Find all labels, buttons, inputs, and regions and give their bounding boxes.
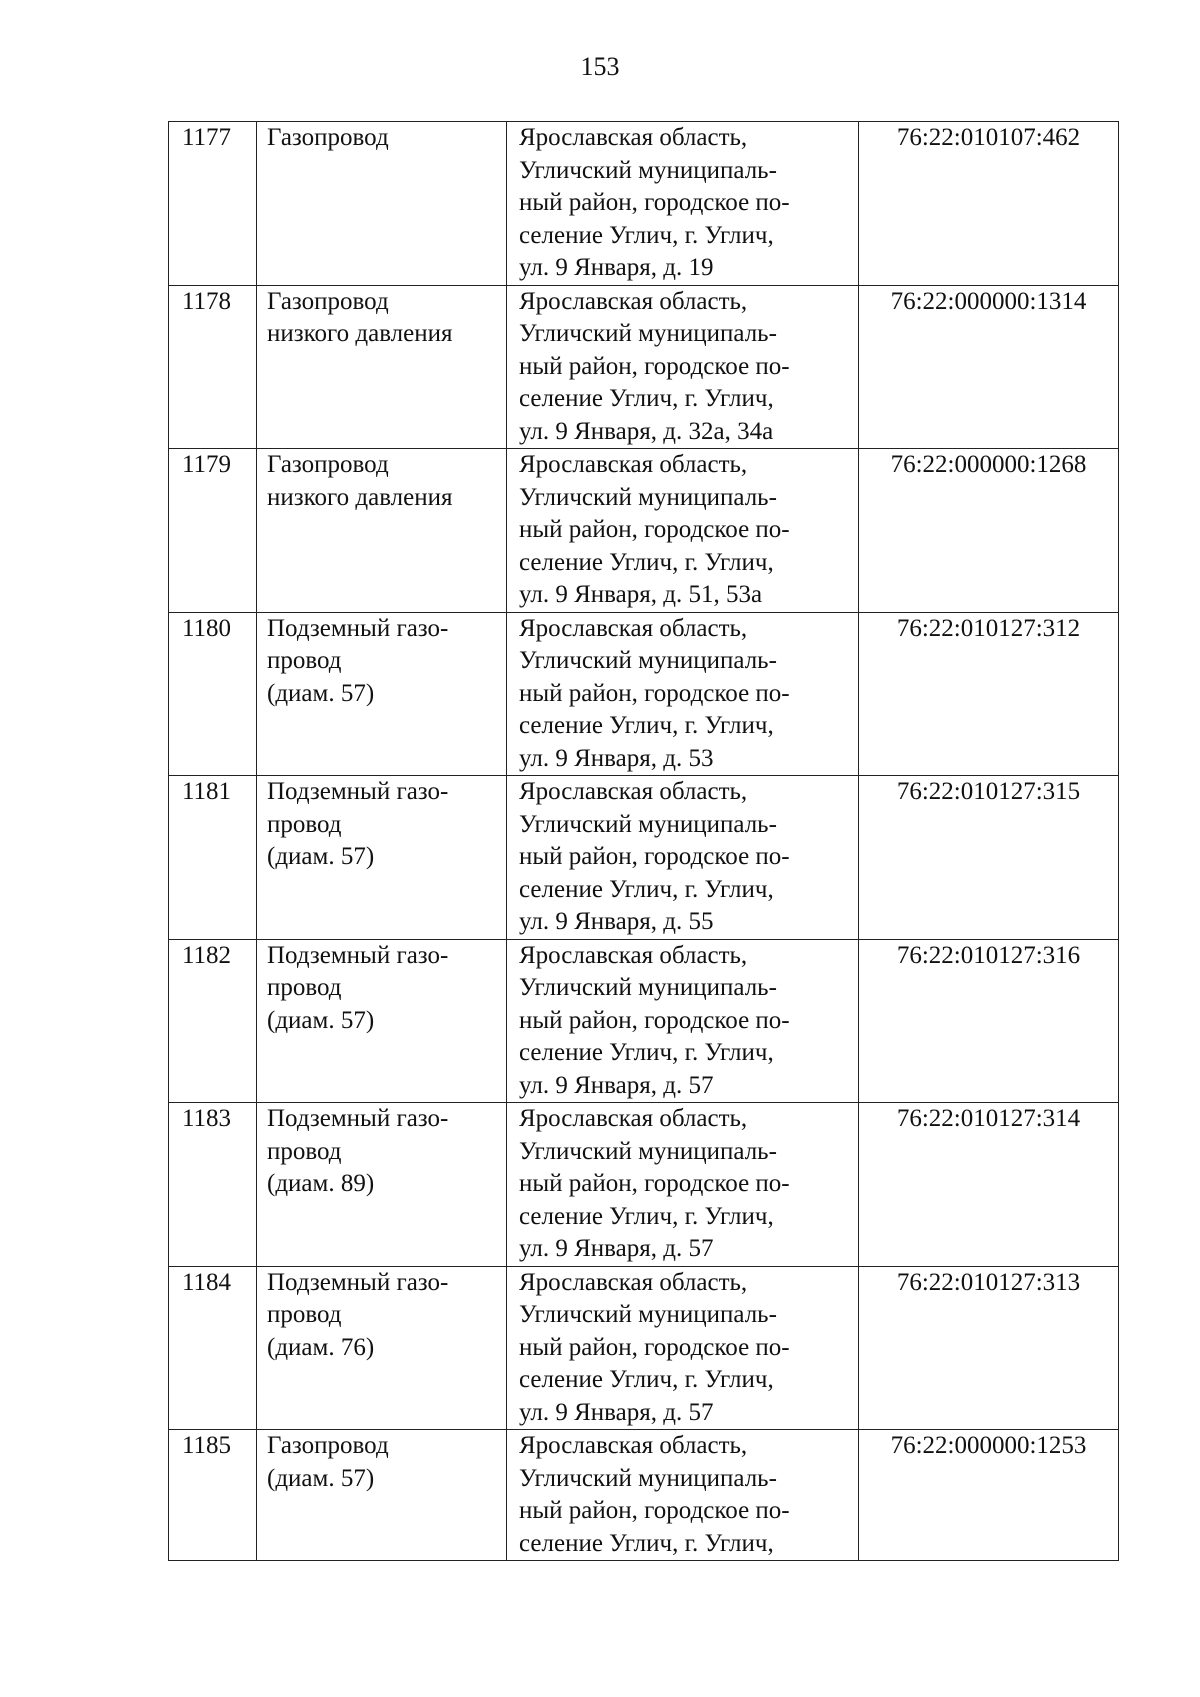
cadastral-number-cell: 76:22:010127:316 bbox=[859, 939, 1119, 1103]
cadastral-number-cell: 76:22:010127:314 bbox=[859, 1103, 1119, 1267]
object-name-line: Подземный газо- bbox=[267, 1105, 449, 1132]
address-cell bbox=[507, 939, 859, 1103]
object-name-line: (диам. 57) bbox=[267, 843, 375, 870]
row-number-cell: 1183 bbox=[169, 1103, 257, 1267]
object-name-line: (диам. 89) bbox=[267, 1170, 375, 1197]
page-number: 153 bbox=[580, 52, 620, 81]
cadastral-number-cell: 76:22:010107:462 bbox=[859, 122, 1119, 286]
address-line: селение Углич, г. Углич, bbox=[519, 221, 774, 249]
object-name-line: Подземный газо- bbox=[267, 941, 449, 969]
address-line: Ярославская область, bbox=[519, 1105, 748, 1132]
table-row bbox=[169, 1103, 1119, 1267]
address-line: ный район, городское по- bbox=[519, 843, 790, 870]
address-line: ный район, городское по- bbox=[519, 1170, 790, 1197]
table-row bbox=[169, 122, 1119, 286]
address-line: Ярославская область, bbox=[519, 287, 748, 315]
object-name-line: Подземный газо- bbox=[267, 778, 449, 805]
address-line: ный район, городское по- bbox=[519, 1497, 790, 1524]
registry-table bbox=[168, 121, 1119, 1561]
table-row bbox=[169, 612, 1119, 776]
address-line: селение Углич, г. Углич, bbox=[519, 1039, 774, 1066]
object-name-line: провод bbox=[267, 1301, 342, 1328]
object-name-line: Подземный газо- bbox=[267, 614, 449, 642]
address-line: ный район, городское по- bbox=[519, 352, 790, 380]
address-line: селение Углич, г. Углич, bbox=[519, 385, 774, 412]
cadastral-number-cell: 76:22:000000:1253 bbox=[859, 1430, 1119, 1561]
object-name-cell bbox=[257, 285, 507, 449]
address-line: Угличский муниципаль- bbox=[519, 974, 777, 1001]
address-line: ул. 9 Января, д. 53 bbox=[519, 744, 714, 772]
address-cell bbox=[507, 612, 859, 776]
address-line: Угличский муниципаль- bbox=[519, 483, 777, 511]
address-line: Угличский муниципаль- bbox=[519, 1301, 777, 1328]
address-line: ул. 9 Января, д. 57 bbox=[519, 1071, 714, 1099]
table-row bbox=[169, 1266, 1119, 1430]
address-line: ный район, городское по- bbox=[519, 1006, 790, 1034]
cadastral-number-cell: 76:22:000000:1314 bbox=[859, 285, 1119, 449]
address-cell bbox=[507, 449, 859, 613]
table-row bbox=[169, 449, 1119, 613]
table-row bbox=[169, 285, 1119, 449]
address-line: Ярославская область, bbox=[519, 614, 748, 642]
address-line: ный район, городское по- bbox=[519, 189, 790, 216]
row-number-cell: 1185 bbox=[169, 1430, 257, 1561]
cadastral-number-cell: 76:22:010127:315 bbox=[859, 776, 1119, 940]
object-name-line: провод bbox=[267, 1137, 342, 1165]
registry-table-body bbox=[169, 122, 1119, 1561]
address-line: Ярославская область, bbox=[519, 778, 748, 805]
address-line: ул. 9 Января, д. 19 bbox=[519, 254, 714, 281]
object-name-cell bbox=[257, 939, 507, 1103]
address-line: Угличский муниципаль- bbox=[519, 320, 777, 347]
object-name-cell bbox=[257, 776, 507, 940]
address-line: ул. 9 Января, д. 32а, 34а bbox=[519, 417, 774, 445]
object-name-line: провод bbox=[267, 974, 342, 1001]
row-number-cell: 1178 bbox=[169, 285, 257, 449]
row-number-cell: 1177 bbox=[169, 122, 257, 286]
address-cell bbox=[507, 122, 859, 286]
object-name-cell bbox=[257, 1430, 507, 1561]
object-name-line: Газопровод bbox=[267, 287, 389, 315]
address-line: Ярославская область, bbox=[519, 941, 748, 969]
object-name-line: (диам. 57) bbox=[267, 679, 375, 707]
address-line: Ярославская область, bbox=[519, 1432, 748, 1459]
address-line: селение Углич, г. Углич, bbox=[519, 1366, 774, 1393]
row-number-cell: 1180 bbox=[169, 612, 257, 776]
table-row bbox=[169, 776, 1119, 940]
address-line: селение Углич, г. Углич, bbox=[519, 1202, 774, 1230]
address-line: Угличский муниципаль- bbox=[519, 1137, 777, 1165]
object-name-line: Газопровод bbox=[267, 451, 389, 478]
object-name-line: низкого давления bbox=[267, 320, 453, 347]
object-name-line: (диам. 57) bbox=[267, 1006, 375, 1034]
address-line: Угличский муниципаль- bbox=[519, 156, 777, 184]
address-line: селение Углич, г. Углич, bbox=[519, 712, 774, 739]
address-line: селение Углич, г. Углич, bbox=[519, 875, 774, 903]
object-name-cell bbox=[257, 122, 507, 286]
object-name-line: Газопровод bbox=[267, 124, 389, 151]
object-name-line: Подземный газо- bbox=[267, 1268, 449, 1296]
row-number-cell: 1182 bbox=[169, 939, 257, 1103]
object-name-cell bbox=[257, 449, 507, 613]
address-line: Угличский муниципаль- bbox=[519, 810, 777, 838]
object-name-cell bbox=[257, 1266, 507, 1430]
address-line: ный район, городское по- bbox=[519, 516, 790, 543]
object-name-line: провод bbox=[267, 647, 342, 674]
address-line: Ярославская область, bbox=[519, 451, 748, 478]
object-name-cell bbox=[257, 1103, 507, 1267]
table-row bbox=[169, 939, 1119, 1103]
address-cell bbox=[507, 1266, 859, 1430]
address-cell bbox=[507, 1103, 859, 1267]
address-cell bbox=[507, 776, 859, 940]
address-line: Ярославская область, bbox=[519, 124, 748, 151]
address-line: Угличский муниципаль- bbox=[519, 647, 777, 674]
cadastral-number-cell: 76:22:010127:312 bbox=[859, 612, 1119, 776]
object-name-line: Газопровод bbox=[267, 1432, 389, 1459]
row-number-cell: 1181 bbox=[169, 776, 257, 940]
cadastral-number-cell: 76:22:000000:1268 bbox=[859, 449, 1119, 613]
address-line: ный район, городское по- bbox=[519, 679, 790, 707]
address-line: ный район, городское по- bbox=[519, 1333, 790, 1361]
object-name-cell bbox=[257, 612, 507, 776]
address-line: Ярославская область, bbox=[519, 1268, 748, 1296]
address-line: ул. 9 Января, д. 57 bbox=[519, 1235, 714, 1262]
address-line: ул. 9 Января, д. 55 bbox=[519, 908, 714, 935]
object-name-line: (диам. 57) bbox=[267, 1464, 375, 1492]
table-row bbox=[169, 1430, 1119, 1561]
object-name-line: провод bbox=[267, 810, 342, 838]
address-line: селение Углич, г. Углич, bbox=[519, 1529, 774, 1557]
cadastral-number-cell: 76:22:010127:313 bbox=[859, 1266, 1119, 1430]
object-name-line: низкого давления bbox=[267, 483, 453, 511]
address-cell bbox=[507, 285, 859, 449]
address-line: селение Углич, г. Углич, bbox=[519, 548, 774, 576]
address-cell bbox=[507, 1430, 859, 1561]
address-line: Угличский муниципаль- bbox=[519, 1464, 777, 1492]
row-number-cell: 1184 bbox=[169, 1266, 257, 1430]
address-line: ул. 9 Января, д. 57 bbox=[519, 1398, 714, 1426]
address-line: ул. 9 Января, д. 51, 53а bbox=[519, 581, 763, 608]
row-number-cell: 1179 bbox=[169, 449, 257, 613]
object-name-line: (диам. 76) bbox=[267, 1333, 375, 1361]
